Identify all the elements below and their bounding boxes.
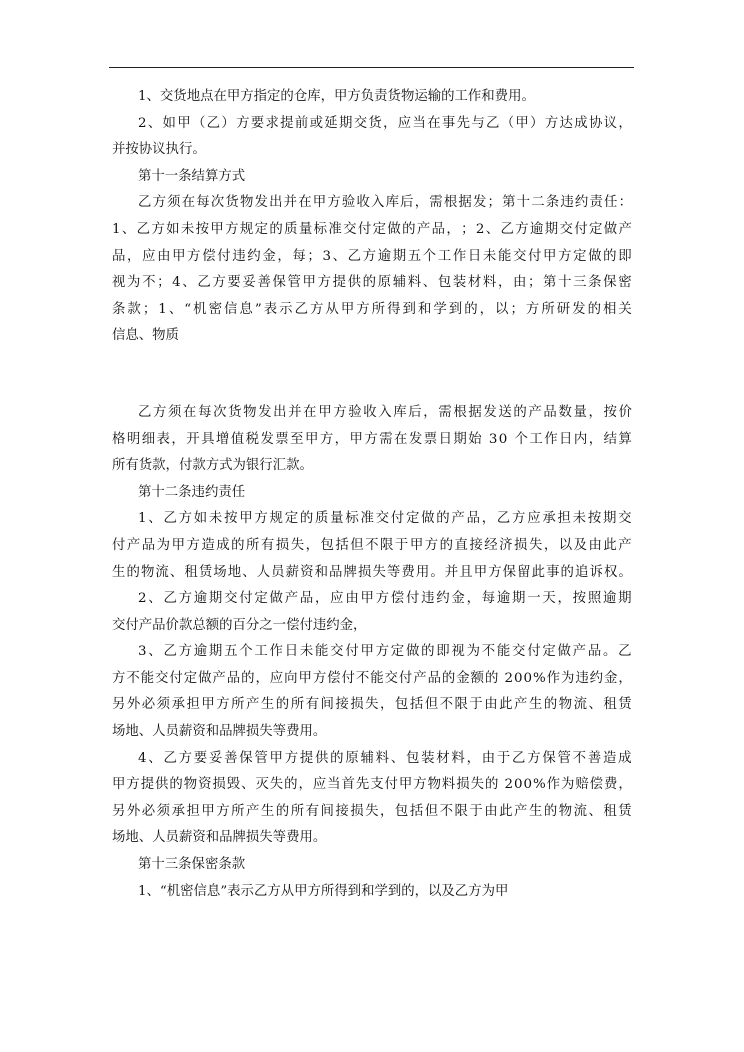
header-rule: [109, 67, 634, 68]
text-line-15: 1 、 乙 方 如 未 按 甲 方 规 定 的 质 量 标 准 交 付 定 做 的 产 品 ， 乙 方 应 承 担 未 按 期 交: [138, 511, 632, 527]
text-line-20: 3 、 乙 方 逾 期 五 个 工 作 日 未 能 交 付 甲 方 定 做 的 即 视 为 不 能 交 付 定 做 产 品 。 乙: [138, 644, 632, 660]
text-line-23: 场地、人员薪资和品牌损失等费用。: [112, 724, 327, 740]
text-line-24: 4 、 乙 方 要 妥 善 保 管 甲 方 提 供 的 原 辅 料 、 包 装 材 料 ， 由 于 乙 方 保 管 不 善 造 成: [138, 750, 632, 766]
text-line-6: 1 、 乙 方 如 未 按 甲 方 规 定 的 质 量 标 准 交 付 定 做 的 产 品 ， ； 2 、 乙 方 逾 期 交 付 定 做 产: [112, 221, 632, 237]
text-line-13: 所有货款，付款方式为银行汇款。: [112, 458, 313, 474]
text-line-19: 交付产品价款总额的百分之一偿付违约金，: [112, 617, 367, 633]
text-line-9: 条 款 ； 1 、 “ 机 密 信 息 ” 表 示 乙 方 从 甲 方 所 得 到 和 学 到 的 ， 以 ； 方 所 研 发 的 相 关: [112, 301, 632, 317]
text-line-21: 方 不 能 交 付 定 做 产 品 的 ， 应 向 甲 方 偿 付 不 能 交 付 产 品 的 金 额 的 2 0 0 % 作 为 违 约 金 ，: [112, 670, 632, 686]
text-line-2: 2 、 如 甲 （ 乙 ） 方 要 求 提 前 或 延 期 交 货 ， 应 当 在 事 先 与 乙 （ 甲 ） 方 达 成 协 议 ，: [138, 115, 632, 131]
text-line-8: 视 为 不 ； 4 、 乙 方 要 妥 善 保 管 甲 方 提 供 的 原 辅 料 、 包 装 材 料 ， 由 ； 第 十 三 条 保 密: [112, 275, 632, 291]
text-line-17: 生 的 物 流 、 租 赁 场 地 、 人 员 薪 资 和 品 牌 损 失 等 费 用 。 并 且 甲 方 保 留 此 事 的 追 诉 权 。: [112, 564, 632, 580]
text-line-11: 乙 方 须 在 每 次 货 物 发 出 并 在 甲 方 验 收 入 库 后 ， 需 根 据 发 送 的 产 品 数 量 ， 按 价: [138, 404, 632, 420]
text-line-16: 付 产 品 为 甲 方 造 成 的 所 有 损 失 ， 包 括 但 不 限 于 甲 方 的 直 接 经 济 损 失 ， 以 及 由 此 产: [112, 537, 632, 553]
text-line-4: 第十一条结算方式: [138, 168, 246, 184]
text-line-18: 2 、 乙 方 逾 期 交 付 定 做 产 品 ， 应 由 甲 方 偿 付 违 约 金 ， 每 逾 期 一 天 ， 按 照 逾 期: [138, 591, 632, 607]
paragraph-gap: [112, 350, 632, 400]
text-line-3: 并按协议执行。: [112, 142, 206, 158]
text-line-28: 第十三条保密条款: [138, 857, 246, 873]
text-line-27: 场地、人员薪资和品牌损失等费用。: [112, 830, 327, 846]
text-line-10: 信息、物质: [112, 328, 179, 344]
text-line-22: 另 外 必 须 承 担 甲 方 所 产 生 的 所 有 间 接 损 失 ， 包 括 但 不 限 于 由 此 产 生 的 物 流 、 租 赁: [112, 697, 632, 713]
text-line-7: 品 ， 应 由 甲 方 偿 付 违 约 金 ， 每 ； 3 、 乙 方 逾 期 五 个 工 作 日 未 能 交 付 甲 方 定 做 的 即: [112, 248, 632, 264]
text-line-25: 甲 方 提 供 的 物 资 损 毁 、 灭 失 的 ， 应 当 首 先 支 付 甲 方 物 料 损 失 的 2 0 0 % 作 为 赔 偿 费 ，: [112, 777, 632, 793]
text-line-5: 乙 方 须 在 每 次 货 物 发 出 并 在 甲 方 验 收 入 库 后 ， 需 根 据 发 ； 第 十 二 条 违 约 责 任 ：: [138, 195, 632, 211]
text-line-26: 另 外 必 须 承 担 甲 方 所 产 生 的 所 有 间 接 损 失 ， 包 括 但 不 限 于 由 此 产 生 的 物 流 、 租 赁: [112, 803, 632, 819]
text-line-12: 格 明 细 表 ， 开 具 增 值 税 发 票 至 甲 方 ， 甲 方 需 在 发 票 日 期 始 3 0 个 工 作 日 内 ， 结 算: [112, 431, 632, 447]
document-body: [112, 84, 632, 905]
text-line-1: 1、交货地点在甲方指定的仓库，甲方负责货物运输的工作和费用。: [138, 89, 535, 104]
text-line-14: 第十二条违约责任: [138, 484, 246, 500]
text-line-29: 1、“机密信息”表示乙方从甲方所得到和学到的，以及乙方为甲: [138, 883, 509, 899]
